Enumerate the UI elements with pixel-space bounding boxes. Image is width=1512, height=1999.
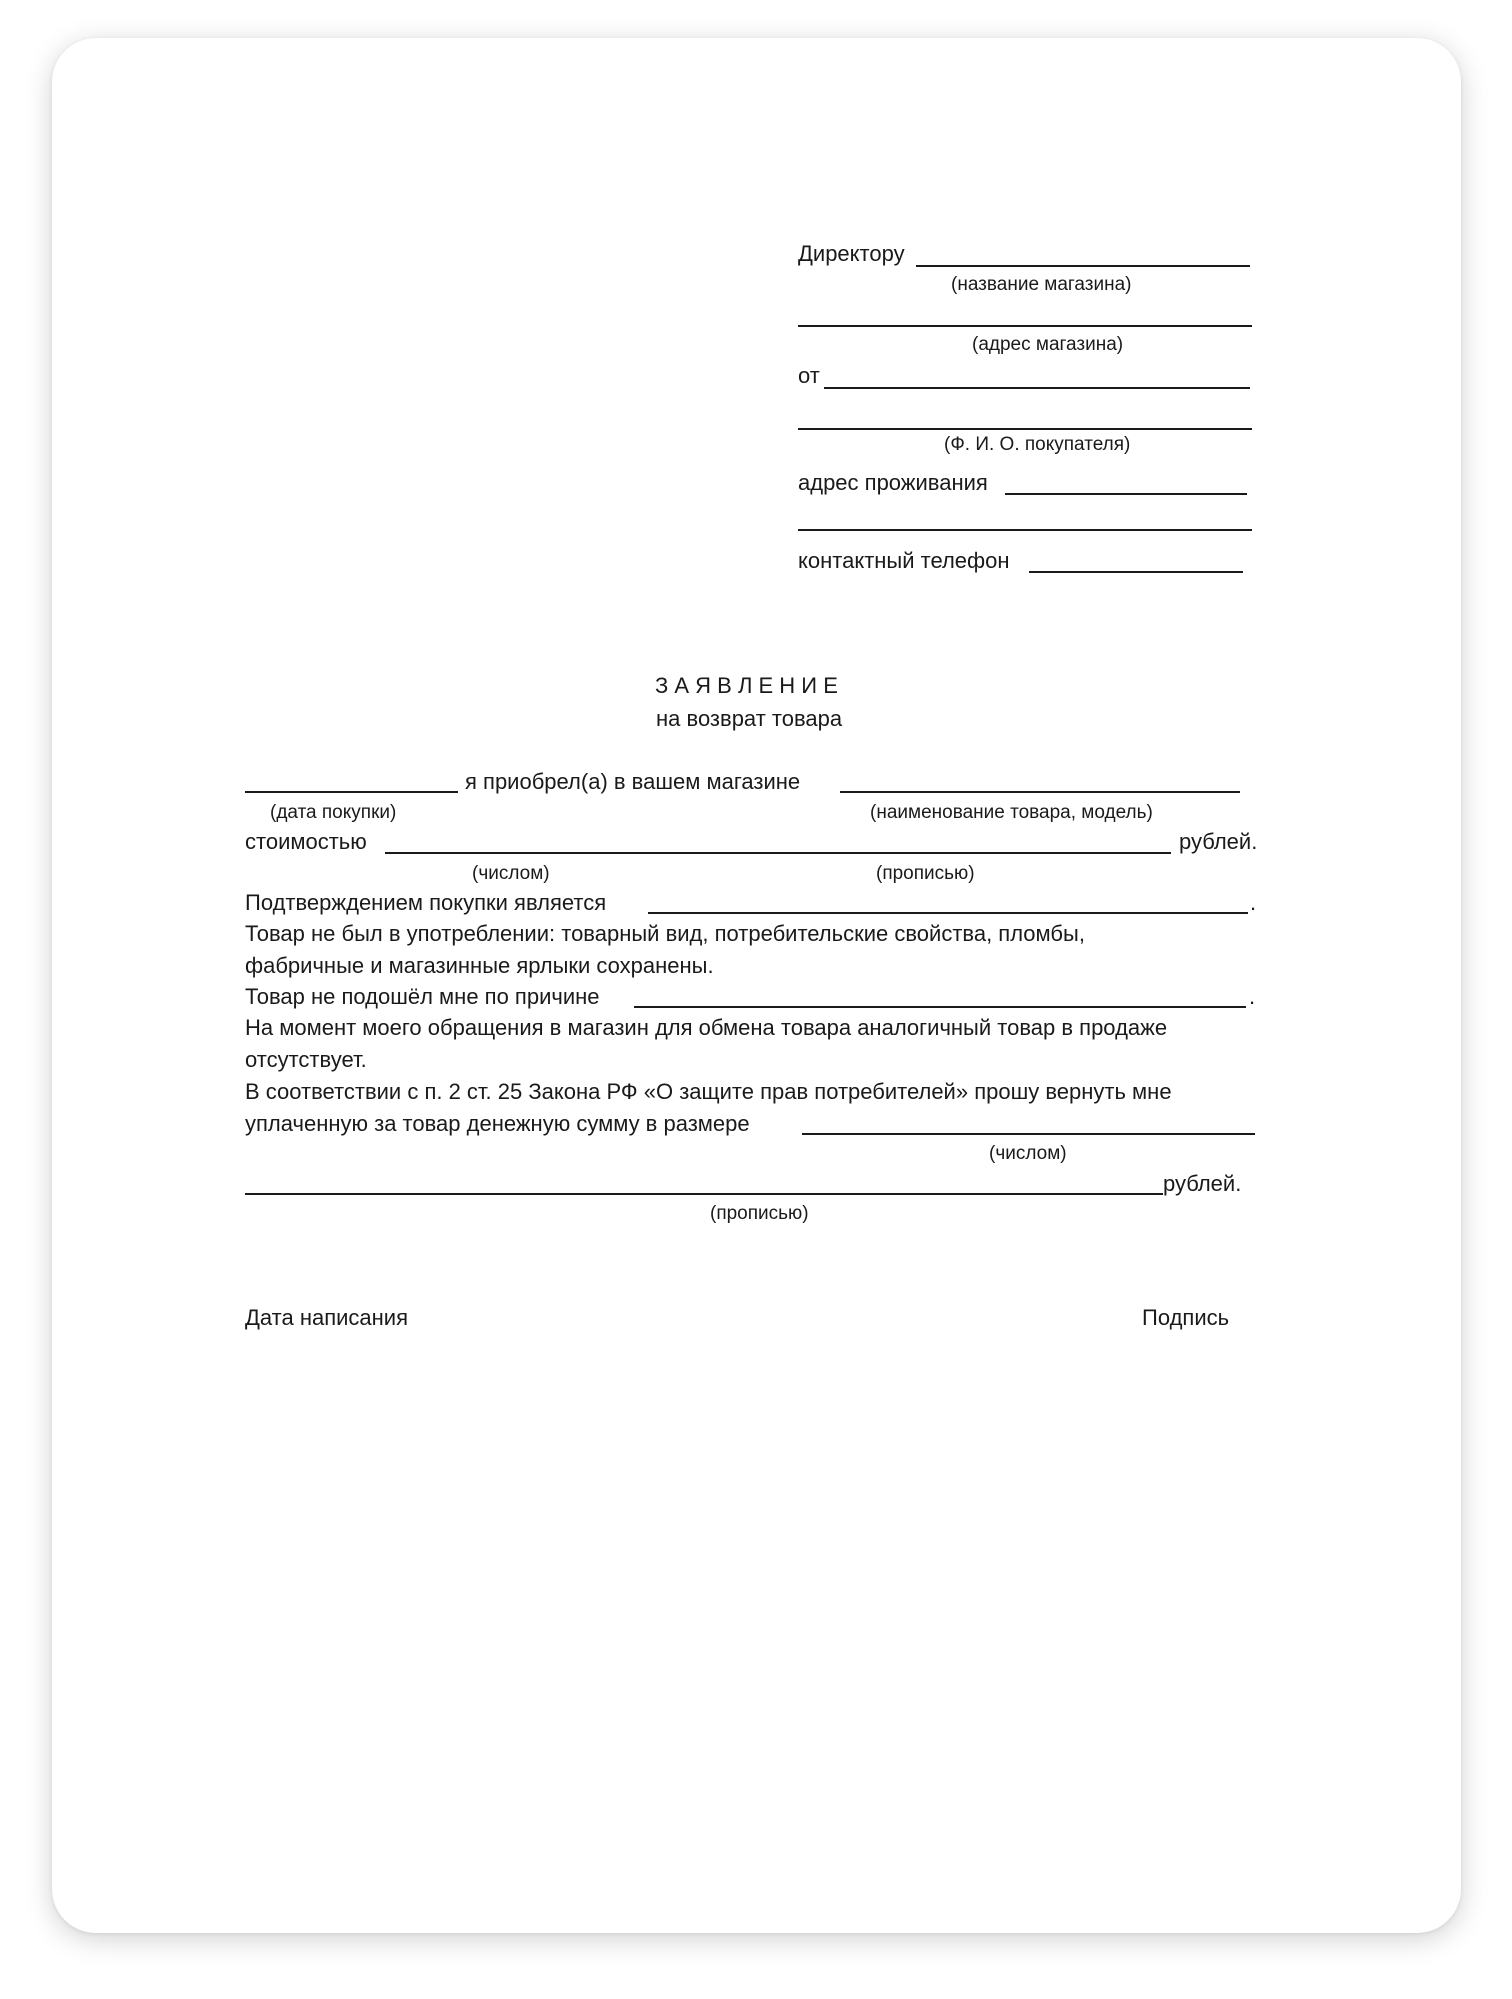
not-used-text-1: Товар не был в употреблении: товарный вид, потребительские свойства, пломбы, [245, 921, 1085, 946]
refund-numeric-hint: (числом) [989, 1143, 1067, 1164]
cost-label: стоимостью [245, 829, 367, 854]
purchase-date-hint: (дата покупки) [270, 802, 397, 823]
fio-hint: (Ф. И. О. покупателя) [944, 434, 1131, 455]
reason-label: Товар не подошёл мне по причине [245, 984, 600, 1009]
page-subtitle: на возврат товара [656, 706, 843, 731]
reason-line [634, 1006, 1246, 1008]
confirmation-label: Подтверждением покупки является [245, 890, 607, 915]
law-text-2: уплаченную за товар денежную сумму в размере [245, 1111, 750, 1136]
fio-line [798, 428, 1252, 430]
law-text-1: В соответствии с п. 2 ст. 25 Закона РФ «О защите прав потребителей» прошу вернуть мне [245, 1079, 1172, 1104]
address-line [1005, 493, 1247, 495]
phone-label: контактный телефон [798, 548, 1010, 573]
words-hint: (прописью) [876, 863, 975, 884]
not-used-text-2: фабричные и магазинные ярлыки сохранены. [245, 953, 714, 978]
address-line-2 [798, 529, 1252, 531]
numeric-hint: (числом) [472, 863, 550, 884]
phone-line [1029, 571, 1243, 573]
refund-words-line [245, 1193, 1163, 1195]
from-line [824, 387, 1250, 389]
product-line [840, 791, 1240, 793]
confirmation-period: . [1250, 890, 1257, 915]
rubles-label: рублей. [1179, 829, 1258, 854]
date-label: Дата написания [245, 1305, 409, 1330]
cost-line [385, 852, 1171, 854]
address-label: адрес проживания [798, 470, 988, 495]
refund-amount-line [802, 1133, 1255, 1135]
page-title: З А Я В Л Е Н И Е [655, 673, 838, 698]
refund-words-hint: (прописью) [710, 1203, 809, 1224]
store-address-line [798, 325, 1252, 327]
store-name-hint: (название магазина) [951, 274, 1132, 295]
purchase-date-line [245, 791, 458, 793]
product-hint: (наименование товара, модель) [870, 802, 1153, 823]
purchased-text: я приобрел(а) в вашем магазине [465, 769, 801, 794]
absent-text-1: На момент моего обращения в магазин для обмена товара аналогичный товар в продаже [245, 1015, 1168, 1040]
absent-text-2: отсутствует. [245, 1047, 367, 1072]
confirmation-line [648, 912, 1248, 914]
signature-label: Подпись [1142, 1305, 1230, 1330]
refund-rubles-label: рублей. [1163, 1171, 1242, 1196]
store-address-hint: (адрес магазина) [972, 334, 1124, 355]
director-line [916, 265, 1250, 267]
from-label: от [798, 363, 820, 388]
director-label: Директору [798, 241, 905, 266]
reason-period: . [1249, 984, 1256, 1009]
